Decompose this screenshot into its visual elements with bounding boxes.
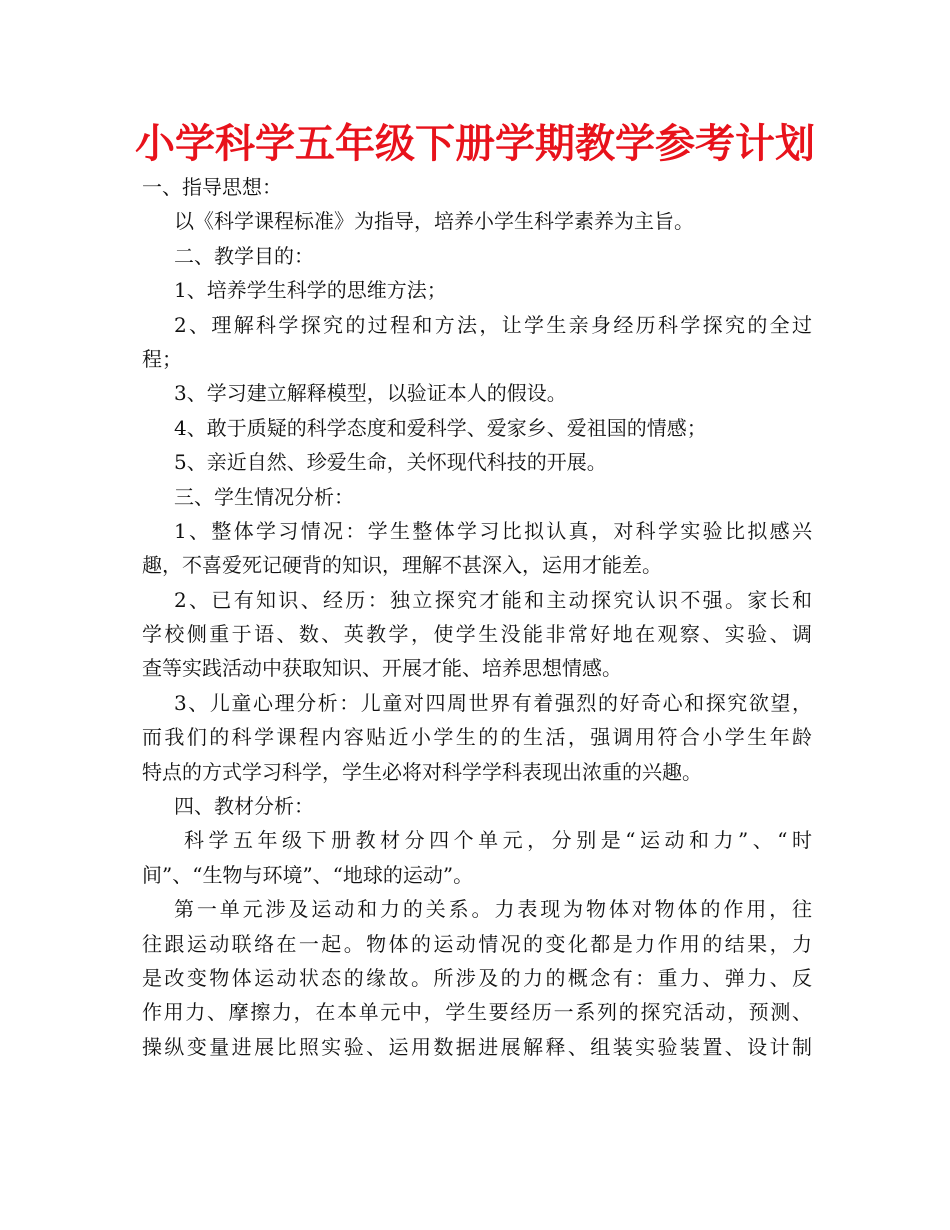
- paragraph-line: 查等实践活动中获取知识、开展才能、培养思想情感。: [142, 656, 622, 681]
- paragraph-line: 间”、“生物与环境”、“地球的运动”。: [142, 862, 474, 887]
- paragraph-line: 是改变物体运动状态的缘故。所涉及的力的概念有：重力、弹力、反: [142, 965, 812, 990]
- paragraph-line: 第一单元涉及运动和力的关系。力表现为物体对物体的作用，往: [174, 897, 812, 922]
- paragraph-line: 以《科学课程标准》为指导，培养小学生科学素养为主旨。: [174, 209, 694, 234]
- paragraph-line: 趣，不喜爱死记硬背的知识，理解不甚深入，运用才能差。: [142, 553, 662, 578]
- paragraph-line: 三、学生情况分析：: [174, 484, 354, 509]
- paragraph-line: 特点的方式学习科学，学生必将对科学学科表现出浓重的兴趣。: [142, 759, 702, 784]
- paragraph-line: 2、理解科学探究的过程和方法，让学生亲身经历科学探究的全过: [174, 312, 812, 337]
- paragraph-line: 而我们的科学课程内容贴近小学生的的生活，强调用符合小学生年龄: [142, 725, 812, 750]
- paragraph-line: 5、亲近自然、珍爱生命，关怀现代科技的开展。: [174, 450, 607, 475]
- paragraph-line: 学校侧重于语、数、英教学，使学生没能非常好地在观察、实验、调: [142, 622, 812, 647]
- paragraph-line: 1、培养学生科学的思维方法；: [174, 278, 447, 303]
- paragraph-line: 4、敢于质疑的科学态度和爱科学、爱家乡、爱祖国的情感；: [174, 415, 707, 440]
- paragraph-line: 四、教材分析：: [174, 794, 314, 819]
- paragraph-line: 程；: [142, 346, 182, 371]
- paragraph-line: 科学五年级下册教材分四个单元，分别是“运动和力”、“时: [184, 828, 812, 853]
- paragraph-line: 二、教学目的：: [174, 243, 314, 268]
- paragraph-line: 一、指导思想：: [142, 175, 282, 199]
- document-title: 小学科学五年级下册学期教学参考计划: [135, 121, 815, 167]
- paragraph-line: 2、已有知识、经历：独立探究才能和主动探究认识不强。家长和: [174, 587, 812, 612]
- paragraph-line: 作用力、摩擦力，在本单元中，学生要经历一系列的探究活动，预测、: [142, 1000, 812, 1025]
- paragraph-line: 操纵变量进展比照实验、运用数据进展解释、组装实验装置、设计制: [142, 1034, 812, 1059]
- paragraph-line: 3、学习建立解释模型，以验证本人的假设。: [174, 381, 567, 406]
- paragraph-line: 3、儿童心理分析：儿童对四周世界有着强烈的好奇心和探究欲望，: [174, 690, 812, 715]
- paragraph-line: 1、整体学习情况：学生整体学习比拟认真，对科学实验比拟感兴: [174, 518, 812, 543]
- document-body: [142, 170, 812, 1064]
- paragraph-line: 往跟运动联络在一起。物体的运动情况的变化都是力作用的结果，力: [142, 931, 812, 956]
